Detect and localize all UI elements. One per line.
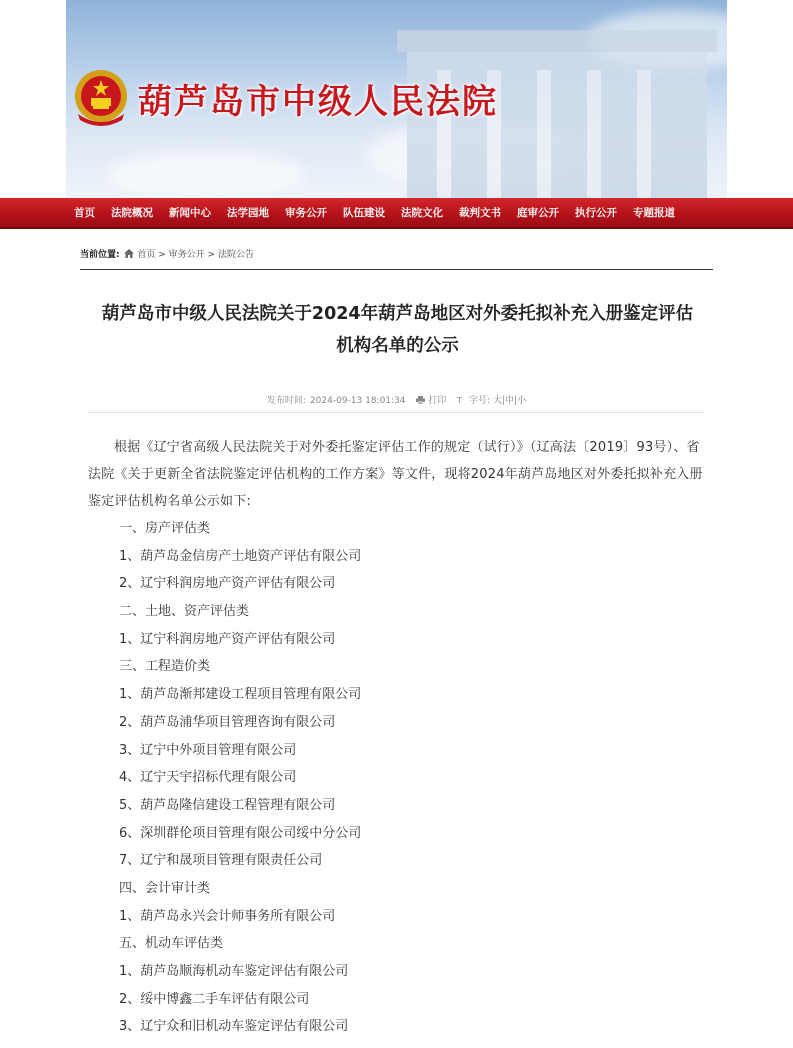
institution-item: 7、辽宁和晟项目管理有限责任公司 bbox=[119, 853, 323, 869]
category-heading: 五、机动车评估类 bbox=[119, 936, 224, 952]
institution-item: 1、葫芦岛永兴会计师事务所有限公司 bbox=[119, 908, 336, 924]
main-nav bbox=[0, 198, 793, 229]
breadcrumb-label: 当前位置: bbox=[80, 250, 120, 260]
font-size-control bbox=[457, 396, 526, 406]
font-size-label: 字号: bbox=[469, 396, 491, 406]
header-banner bbox=[66, 0, 727, 198]
institution-item: 1、葫芦岛金信房产土地资产评估有限公司 bbox=[119, 548, 362, 564]
institution-item: 2、葫芦岛浦华项目管理咨询有限公司 bbox=[119, 714, 336, 730]
breadcrumb-notices-link[interactable]: 法院公告 bbox=[217, 250, 254, 260]
breadcrumb-home-link[interactable]: 首页 bbox=[137, 250, 156, 260]
font-size-divider: | bbox=[514, 396, 518, 406]
institution-item: 1、葫芦岛顺海机动车鉴定评估有限公司 bbox=[119, 964, 349, 979]
nav-item-team[interactable]: 队伍建设 bbox=[343, 207, 385, 219]
font-size-icon bbox=[457, 396, 466, 404]
category-heading: 一、房产评估类 bbox=[119, 521, 211, 536]
institution-item: 5、葫芦岛隆信建设工程管理有限公司 bbox=[119, 797, 336, 813]
nav-item-judgments[interactable]: 裁判文书 bbox=[459, 207, 501, 219]
nav-item-overview[interactable]: 法院概况 bbox=[111, 207, 153, 219]
font-size-medium[interactable]: 中 bbox=[505, 396, 515, 406]
institution-item: 6、深圳群伦项目管理有限公司绥中分公司 bbox=[119, 825, 362, 841]
print-button[interactable] bbox=[416, 396, 449, 406]
breadcrumb bbox=[80, 244, 713, 270]
breadcrumb-court-affairs-link[interactable]: 审务公开 bbox=[168, 250, 205, 260]
institution-item: 3、辽宁众和旧机动车鉴定评估有限公司 bbox=[119, 1019, 349, 1035]
home-icon bbox=[124, 249, 134, 258]
intro-paragraph: 根据《辽宁省高级人民法院关于对外委托鉴定评估工作的规定（试行）》（辽高法〔2019〕93号）、省法院《关于更新全省法院鉴定评估机构的工作方案》等文件，现将2024年葫芦岛地区对外委托拟补充入册鉴定评估机构名单公示如下: bbox=[88, 440, 703, 509]
national-emblem-icon bbox=[72, 68, 130, 130]
institution-list bbox=[88, 515, 705, 1041]
publish-time: 2024-09-13 18:01:34 bbox=[309, 396, 406, 406]
font-size-small[interactable]: 小 bbox=[517, 396, 527, 406]
nav-item-culture[interactable]: 法院文化 bbox=[401, 207, 443, 219]
breadcrumb-separator: > bbox=[158, 250, 166, 260]
nav-item-home[interactable]: 首页 bbox=[74, 207, 95, 219]
svg-text:T: T bbox=[457, 396, 463, 404]
nav-item-trials[interactable]: 庭审公开 bbox=[517, 207, 559, 219]
category-heading: 三、工程造价类 bbox=[119, 659, 211, 675]
site-title: 葫芦岛市中级人民法院 bbox=[138, 82, 498, 122]
category-heading: 四、会计审计类 bbox=[119, 880, 211, 896]
nav-item-special[interactable]: 专题报道 bbox=[633, 207, 675, 219]
font-size-divider: | bbox=[501, 396, 506, 406]
institution-item: 4、辽宁天宇招标代理有限公司 bbox=[119, 770, 297, 786]
banner-cloud bbox=[106, 150, 306, 198]
institution-item: 1、辽宁科润房地产资产评估有限公司 bbox=[119, 631, 336, 647]
nav-item-law-garden[interactable]: 法学园地 bbox=[227, 207, 269, 219]
article-title: 葫芦岛市中级人民法院关于2024年葫芦岛地区对外委托拟补充入册鉴定评估机构名单的公示 bbox=[101, 304, 694, 356]
article-meta bbox=[88, 393, 705, 413]
institution-item: 2、绥中博鑫二手车评估有限公司 bbox=[119, 991, 310, 1007]
print-label: 打印 bbox=[428, 396, 447, 406]
breadcrumb-separator: > bbox=[207, 250, 216, 260]
nav-item-news[interactable]: 新闻中心 bbox=[169, 207, 211, 219]
font-size-large[interactable]: 大 bbox=[492, 396, 502, 406]
institution-item: 3、辽宁中外项目管理有限公司 bbox=[119, 742, 297, 758]
nav-item-enforcement[interactable]: 执行公开 bbox=[575, 207, 617, 219]
publish-label: 发布时间: bbox=[266, 396, 306, 406]
article-body bbox=[88, 434, 705, 1041]
institution-item: 1、葫芦岛渐邦建设工程项目管理有限公司 bbox=[119, 687, 362, 703]
institution-item: 2、辽宁科润房地产资产评估有限公司 bbox=[119, 576, 336, 592]
category-heading: 二、土地、资产评估类 bbox=[119, 604, 250, 620]
printer-icon bbox=[416, 396, 425, 404]
nav-item-court-affairs[interactable]: 审务公开 bbox=[285, 207, 327, 219]
